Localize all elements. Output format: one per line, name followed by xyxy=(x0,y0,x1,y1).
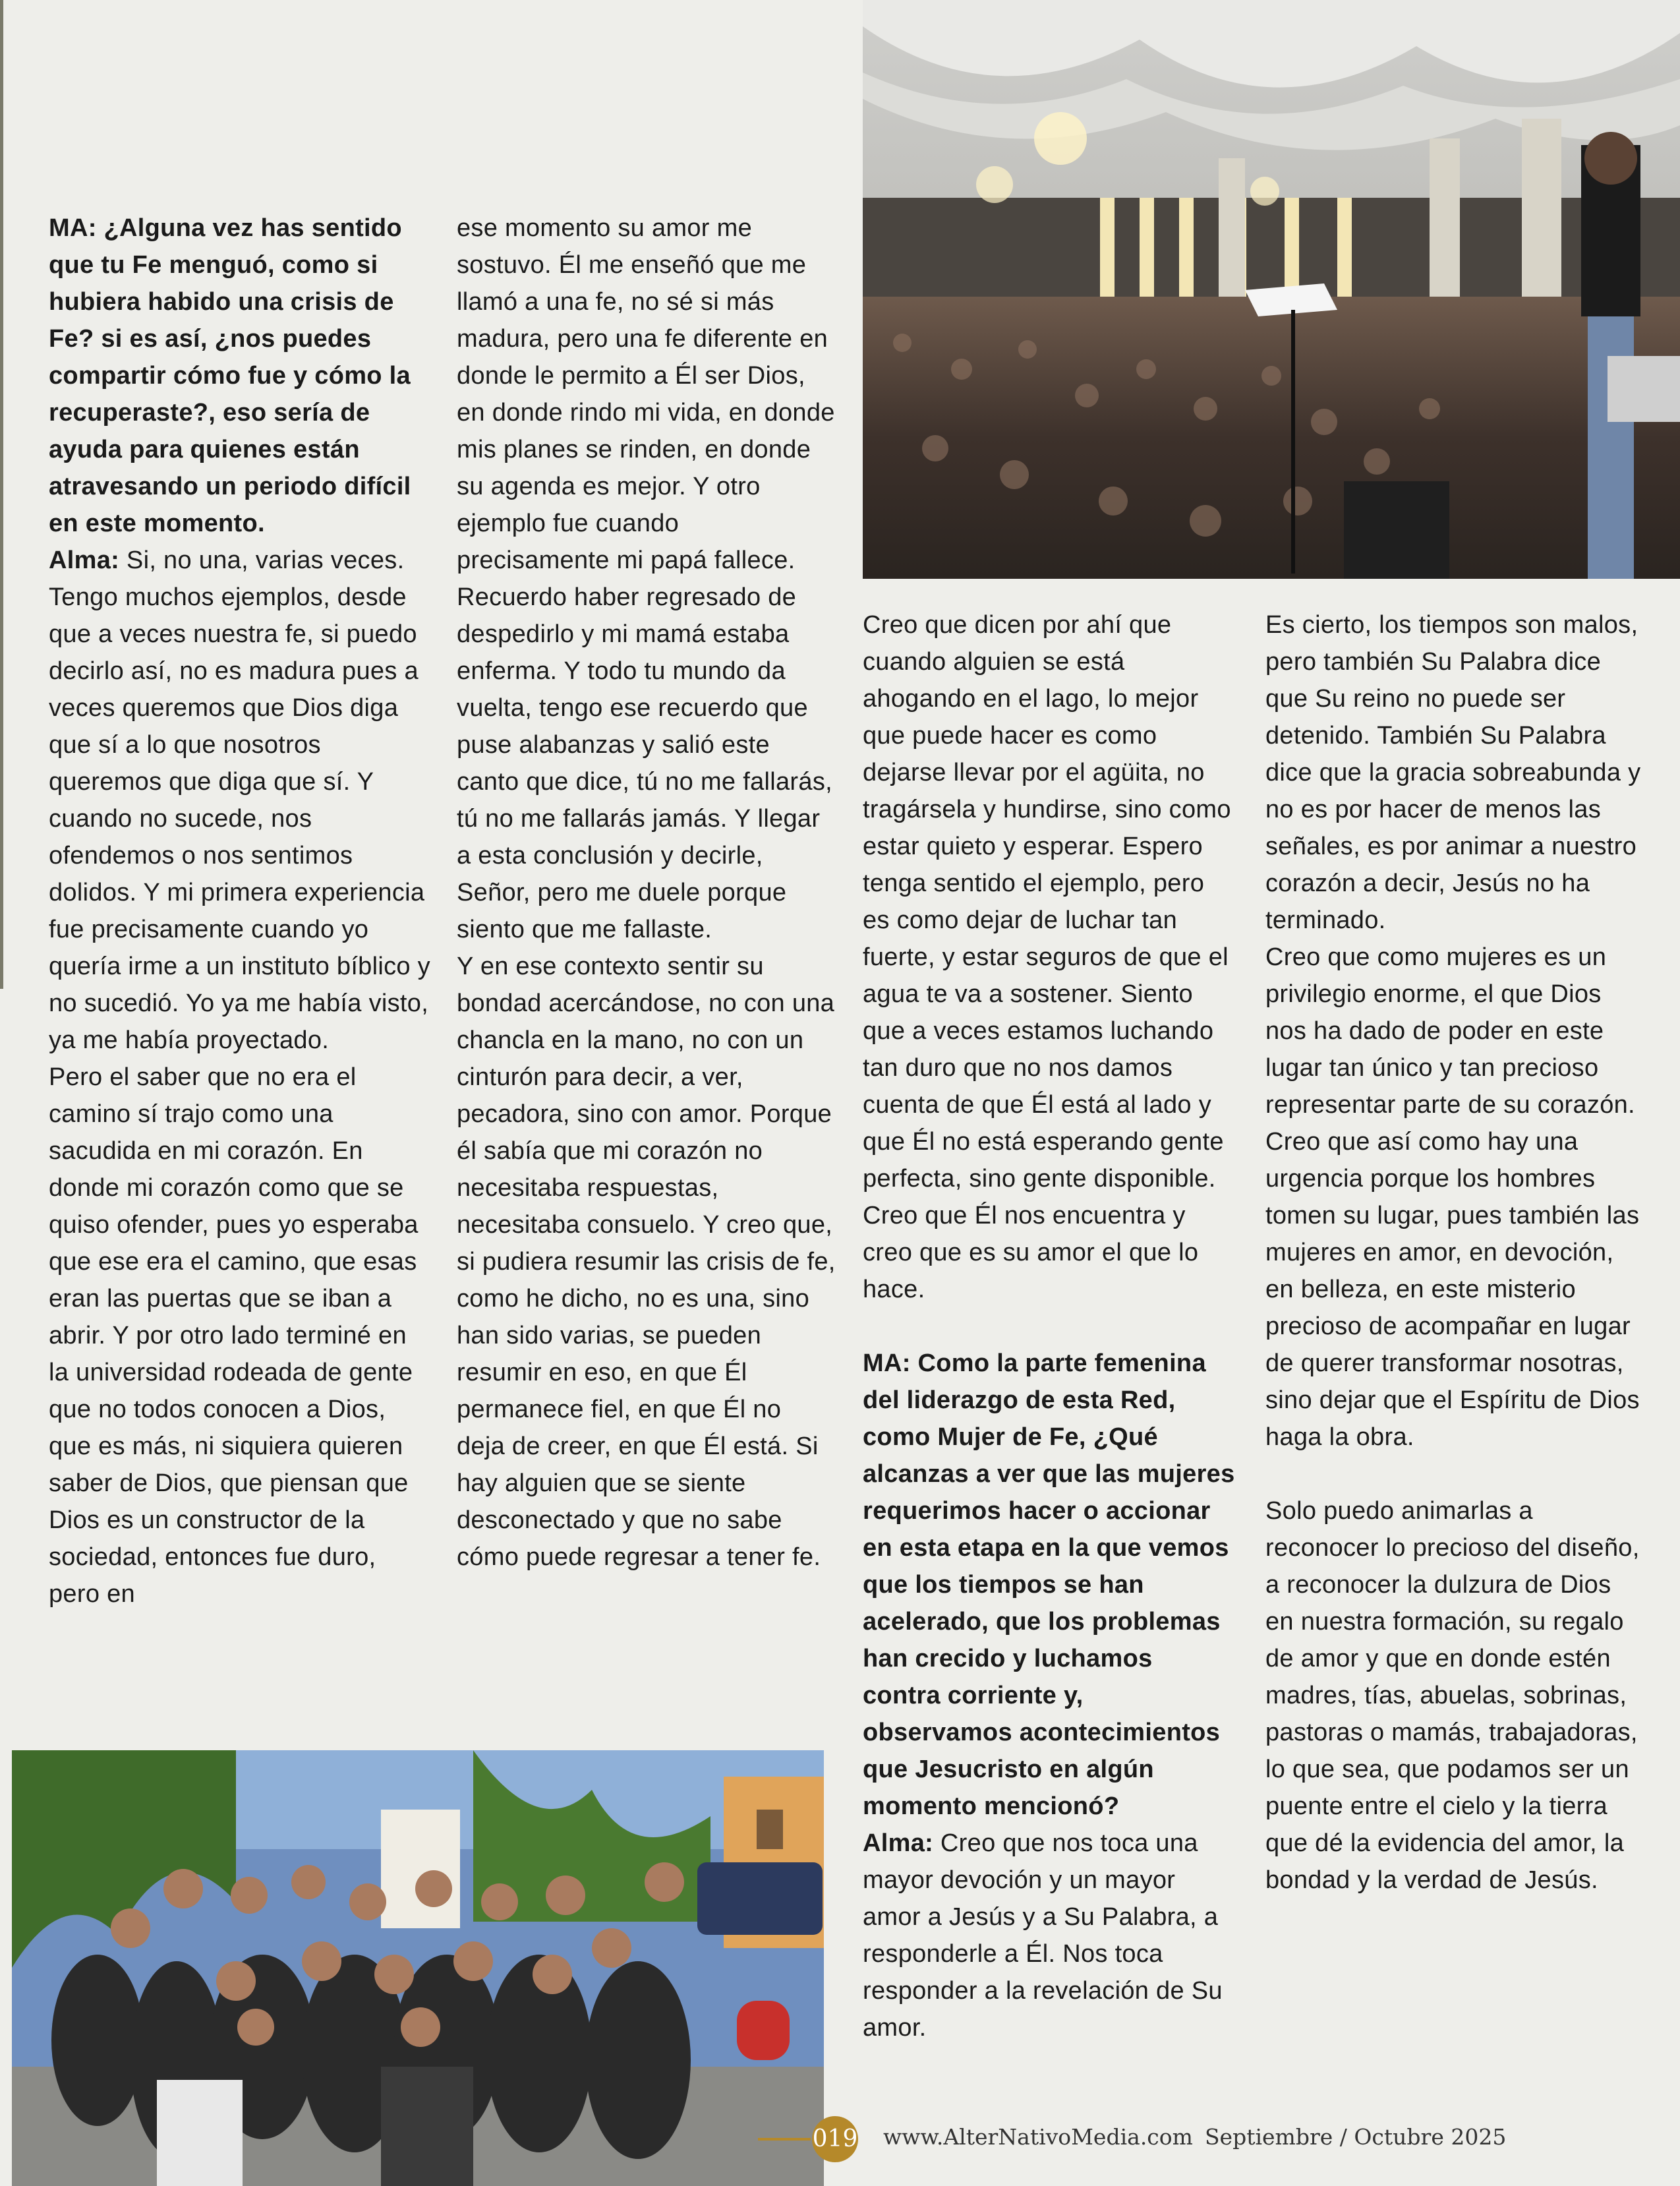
answer-text: Si, no una, varias veces. Tengo muchos ejemplos, desde que a veces nuestra fe, si puedo decirlo así, no es madura pues a veces queremos que Dios diga que sí a lo que nosotros queremos que diga que sí. Y cuando no sucede, nos ofendemos o nos sentimos dolidos. Y mi primera experiencia fue precisamente cuando yo quería irme a un instituto bíblico y no sucedió. Yo ya me había visto, ya me había proyectado. xyxy=(49,546,430,1054)
group-outdoor-photo xyxy=(12,1750,824,2186)
article-column-4 xyxy=(1265,606,1641,1899)
footer-info xyxy=(883,2124,1518,2150)
interview-question-1: MA: ¿Alguna vez has sentido que tu Fe menguó, como si hubiera habido una crisis de Fe? si es así, ¿nos puedes compartir cómo fue y cómo la recuperaste?, eso sería de ayuda para quienes están atravesando un periodo difícil en este momento. xyxy=(49,214,411,537)
paragraph: Es cierto, los tiempos son malos, pero también Su Palabra dice que Su reino no puede ser detenido. También Su Palabra dice que la gracia sobreabunda y no es por hacer de menos las señales, es por animar a nuestro corazón a decir, Jesús no ha terminado. xyxy=(1265,611,1641,934)
answer-speaker-label: Alma: xyxy=(863,1829,934,1857)
paragraph: Y en ese contexto sentir su bondad acercándose, no con una chancla en la mano, no con un cinturón para decir, a ver, pecadora, sino con amor. Porque él sabía que mi corazón no necesitaba respuestas, necesitaba consuelo. Y creo que, si pudiera resumir las crisis de fe, como he dicho, no es una, sino han sido varias, se pueden resumir en eso, en que Él permanece fiel, en que Él no deja de creer, en que Él está. Si hay alguien que se siente desconectado y que no sabe cómo puede regresar a tener fe. xyxy=(457,953,836,1571)
paragraph: Creo que como mujeres es un privilegio enorme, el que Dios nos ha dado de poder en este lugar tan único y tan precioso representar parte de su corazón. xyxy=(1265,943,1635,1119)
conference-crowd-image xyxy=(863,0,1680,579)
paragraph: Creo que así como hay una urgencia porque los hombres tomen su lugar, pues también las mujeres en amor, en devoción, en belleza, en este misterio precioso de acompañar en lugar de querer transformar nosotras, sino dejar que el Espíritu de Dios haga la obra. xyxy=(1265,1128,1640,1451)
interview-question-2: MA: Como la parte femenina del liderazgo de esta Red, como Mujer de Fe, ¿Qué alcanzas a ver que las mujeres requerimos hacer o accionar en esta etapa en la que vemos que los tiempos se han acelerado, que los problemas han crecido y luchamos contra corriente y, observamos acontecimientos que Jesucristo en algún momento mencionó? xyxy=(863,1349,1235,1820)
answer-speaker-label: Alma: xyxy=(49,546,120,574)
page-number: 019 xyxy=(812,2116,858,2162)
answer-text: Creo que nos toca una mayor devoción y un mayor amor a Jesús y a Su Palabra, a responderle a Él. Nos toca responder a la revelación de Su amor. xyxy=(863,1829,1223,2042)
paragraph: Pero el saber que no era el camino sí trajo como una sacudida en mi corazón. En donde mi corazón como que se quiso ofender, pues yo esperaba que ese era el camino, que esas eran las puertas que se iban a abrir. Y por otro lado terminé en la universidad rodeada de gente que no todos conocen a Dios, que es más, ni siquiera quieren saber de Dios, que piensan que Dios es un constructor de la sociedad, entonces fue duro, pero en xyxy=(49,1063,419,1608)
article-column-3 xyxy=(863,606,1235,2046)
footer-accent-bar xyxy=(758,2138,811,2141)
paragraph: ese momento su amor me sostuvo. Él me enseñó que me llamó a una fe, no sé si más madura, pero una fe diferente en donde le permito a Él ser Dios, en donde rindo mi vida, en donde mis planes se rinden, en donde su agenda es mejor. Y otro ejemplo fue cuando precisamente mi papá fallece. Recuerdo haber regresado de despedirlo y mi mamá estaba enferma. Y todo tu mundo da vuelta, tengo ese recuerdo que puse alabanzas y salió este canto que dice, tú no me fallarás, tú no me fallarás jamás. Y llegar a esta conclusión y decirle, Señor, pero me duele porque siento que me fallaste. xyxy=(457,214,835,943)
website-link[interactable]: www.AlterNativoMedia.com xyxy=(883,2124,1193,2150)
page-edge-strip xyxy=(0,0,3,989)
issue-date: Septiembre / Octubre 2025 xyxy=(1204,2124,1507,2150)
group-outdoor-image xyxy=(12,1750,824,2186)
conference-crowd-photo xyxy=(863,0,1680,579)
interview-answer-2 xyxy=(863,1825,1235,2046)
interview-answer-1 xyxy=(49,542,431,1059)
page-footer xyxy=(758,2116,1615,2162)
article-column-2 xyxy=(457,210,836,1576)
paragraph: Solo puedo animarlas a reconocer lo precioso del diseño, a reconocer la dulzura de Dios en nuestra formación, su regalo de amor y que en donde estén madres, tías, abuelas, sobrinas, pastoras o mamás, trabajadoras, lo que sea, que podamos ser un puente entre el cielo y la tierra que dé la evidencia del amor, la bondad y la verdad de Jesús. xyxy=(1265,1497,1640,1894)
paragraph: Creo que dicen por ahí que cuando alguien se está ahogando en el lago, lo mejor que puede hacer es como dejarse llevar por el agüita, no tragársela y hundirse, sino como estar quieto y esperar. Espero tenga sentido el ejemplo, pero es como dejar de luchar tan fuerte, y estar seguros de que el agua te va a sostener. Siento que a veces estamos luchando tan duro que no nos damos cuenta de que Él está al lado y que Él no está esperando gente perfecta, sino gente disponible. Creo que Él nos encuentra y creo que es su amor el que lo hace. xyxy=(863,611,1231,1303)
article-column-1 xyxy=(49,210,431,1612)
